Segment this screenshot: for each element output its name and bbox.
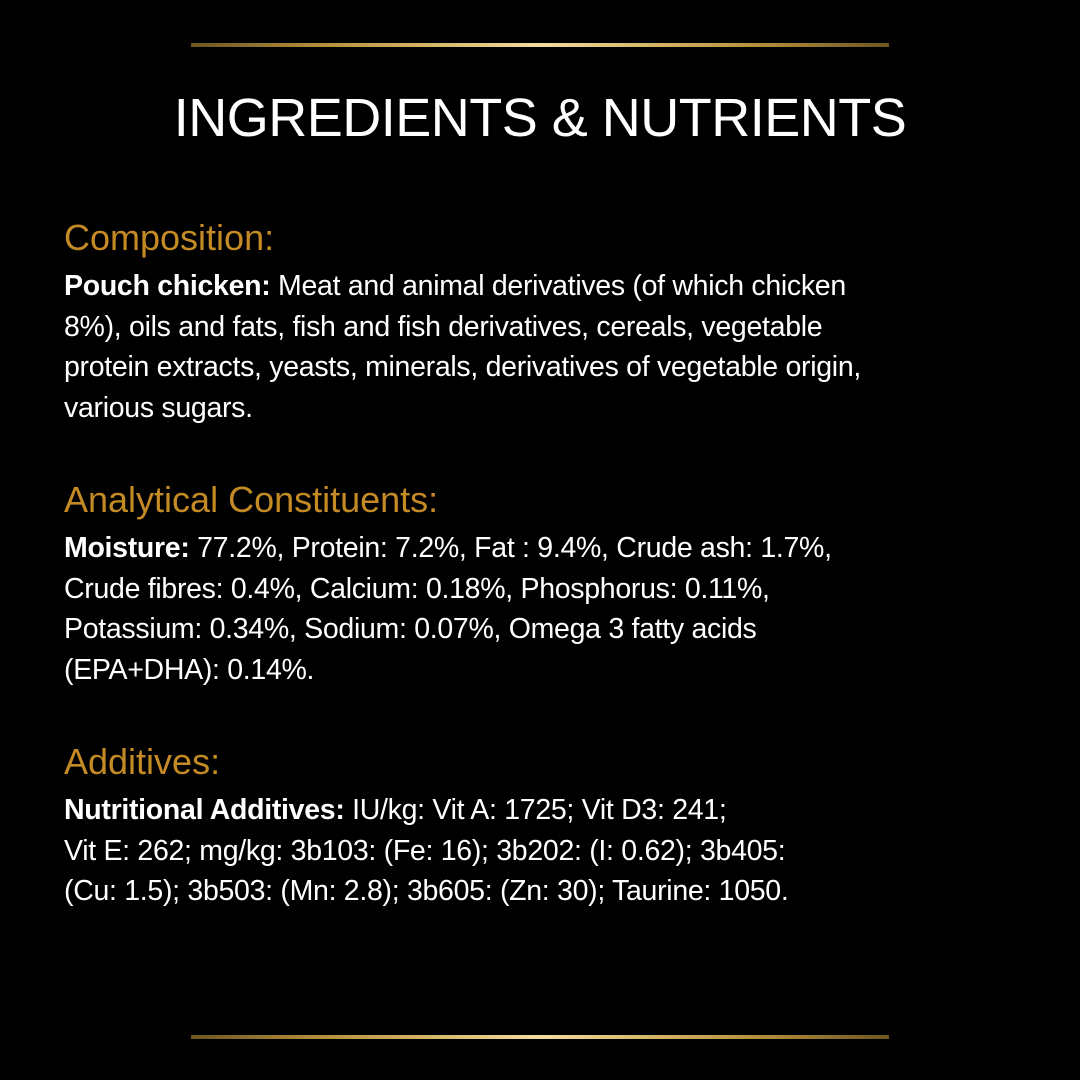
composition-lead: Pouch chicken: — [64, 270, 271, 302]
additives-line-2: Vit E: 262; mg/kg: 3b103: (Fe: 16); 3b202: (I: 0.62); 3b405: — [64, 834, 786, 867]
composition-text-segment: Meat and animal derivatives (of which chicken — [270, 270, 846, 302]
composition-line-3: protein extracts, yeasts, minerals, derivatives of vegetable origin, — [64, 351, 861, 383]
additives-line-1 — [64, 790, 1034, 831]
analytical-constituents-heading: Analytical Constituents: — [64, 479, 439, 520]
bottom-gold-divider — [191, 1035, 889, 1039]
composition-text — [64, 266, 1034, 428]
analytical-line-4: (EPA+DHA): 0.14%. — [64, 653, 315, 686]
additives-line-3: (Cu: 1.5); 3b503: (Mn: 2.8); 3b605: (Zn: 30); Taurine: 1050. — [64, 875, 789, 907]
analytical-text-segment: 77.2%, Protein: 7.2%, Fat : 9.4%, Crude ash: 1.7%, — [189, 532, 832, 564]
composition-line-1 — [64, 266, 1034, 307]
additives-text — [64, 790, 1034, 912]
composition-line-2: 8%), oils and fats, fish and fish derivatives, cereals, vegetable — [64, 310, 823, 343]
analytical-line-1 — [64, 528, 1034, 569]
analytical-constituents-section — [64, 478, 1034, 690]
additives-text-segment: IU/kg: Vit A: 1725; Vit D3: 241; — [344, 794, 727, 826]
analytical-constituents-text — [64, 528, 1034, 690]
page-title: INGREDIENTS & NUTRIENTS — [173, 88, 907, 148]
composition-heading: Composition: — [64, 217, 275, 258]
additives-lead: Nutritional Additives: — [64, 794, 345, 826]
additives-section — [64, 740, 1034, 912]
composition-line-4: various sugars. — [64, 391, 253, 424]
composition-section — [64, 216, 1034, 428]
analytical-lead: Moisture: — [64, 532, 190, 564]
analytical-line-2: Crude fibres: 0.4%, Calcium: 0.18%, Phosphorus: 0.11%, — [64, 572, 770, 605]
top-gold-divider — [191, 43, 889, 47]
additives-heading: Additives: — [64, 741, 221, 782]
analytical-line-3: Potassium: 0.34%, Sodium: 0.07%, Omega 3 fatty acids — [64, 613, 757, 645]
